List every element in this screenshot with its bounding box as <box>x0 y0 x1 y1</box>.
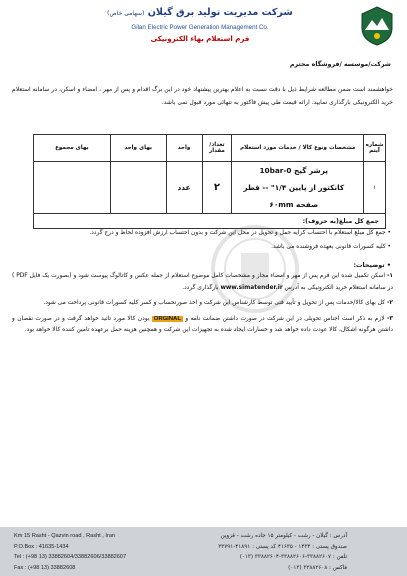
header-unit-price: بهای واحد <box>110 135 166 162</box>
header-total: بهای مجموع <box>34 135 111 162</box>
cell-total[interactable] <box>34 162 111 214</box>
bullet-text-1: جمع کل مبلغ استعلام با احتساب کرایه حمل و تحویل در محل این شرکت و بدون احتساب ارزش افزوده لحاظ و درج گردد. <box>89 230 386 236</box>
footer-fa-line: فاکس : ۳۳۸۸۲۶۰۸ (۰۱۳) <box>288 564 347 571</box>
company-type-text: (سهامی خاص) <box>107 10 145 17</box>
footer-en-line: Fax : (+98 13) 33882608 <box>14 564 76 571</box>
cell-unit-price[interactable] <box>110 162 166 214</box>
intro-paragraph: خواهشمند است ضمن مطالعه شرایط ذیل با دقت نسبت به اعلام بهترین پیشنهاد خود در این برگ اقدام و پس از مهر ، امضاء و اسکن، در سامانه استعلام خرید الکترونیکی بارگذاری نمایید. ارائه قیمت طی پیش فاکتور به تنهائی مورد قبول نمی باشد. <box>12 86 393 106</box>
note-text: کل بهای کالا/خدمات پس از تحویل و تأیید فنی توسط کارشناس این شرکت و اخذ صورتحساب و کسر کلیه کسورات قانونی پرداخت می شود. <box>43 300 386 306</box>
recipient-line: شرکت/موسسه /فروشگاه محترم <box>289 61 391 68</box>
original-highlight: ORGINAL <box>153 315 181 322</box>
bullet-list <box>12 226 391 254</box>
header-unit: واحد <box>166 135 202 162</box>
notes-title: • توضیحات: <box>353 261 391 269</box>
footer-en-line: Km 15 Rasht - Qazvin road , Rasht , Iran <box>14 533 116 539</box>
bullet-text-2: کلیه کسورات قانونی بعهده فروشنده می باشد. <box>271 244 386 250</box>
sum-label[interactable]: جمع کل مبلغ(به حروف): <box>34 214 386 229</box>
cell-description <box>232 162 364 214</box>
note-item-1 <box>12 271 393 294</box>
note-text: اسکن تکمیل شده این فرم پس از مهر و امضاء مجاز و مشخصات کامل موضوع استعلام از جمله عکس و کاتالوگ پیوست شود و (بصورت یک فایل PDF ) در سامانه استعلام خرید الکترونیکی به آدرس <box>12 273 393 291</box>
footer-address-en <box>14 531 126 573</box>
items-table <box>33 134 386 229</box>
header-row-no: شماره آیتم <box>364 135 386 162</box>
footer-en-line: Tel : (+98 13) 33882604/33882606/33882607 <box>14 554 127 561</box>
note-item-3 <box>12 314 393 337</box>
note-text-after: بارگذاری گردد. <box>182 284 219 291</box>
header-description: مشخصات ونوع کالا / خدمات مورد استعلام <box>232 135 364 162</box>
company-logo <box>360 6 394 46</box>
table-header-row <box>34 135 386 162</box>
site-link[interactable]: www.simatender.ir <box>220 284 283 291</box>
note-text-after: بودن کالا مورد تائید خواهد گرفت و در صورت نقصان و داشتن هرگونه اشکال، کالا عودت داده خواهد شد و خسارات ایجاد شده به تجهیزات این شرکت و همچنین هزینه حمل برعهده تامین کننده کالا خواهد بود. <box>12 315 393 333</box>
footer-fa-line: آدرس : گیلان - رشت - کیلومتر ۱۵ جاده رشت - قزوین <box>220 533 347 539</box>
bullet-item: • کلیه کسورات قانونی بعهده فروشنده می باشد. <box>271 244 391 250</box>
bullet-item: • جمع کل مبلغ استعلام با احتساب کرایه حمل و تحویل در محل این شرکت و بدون احتساب ارزش افزوده لحاظ و درج گردد. <box>89 230 391 236</box>
note-number: ١- <box>386 273 393 279</box>
table-row <box>34 162 386 214</box>
company-name-en: Gilan Electric Power Generation Management Co. <box>131 24 269 31</box>
cell-qty: ٢ <box>202 162 232 214</box>
note-text: لازم به ذکر است اجناس تحویلی در این شرکت در صورت داشتن ضمانت نامه و <box>185 315 385 322</box>
notes-title-text: توضیحات: <box>353 261 385 269</box>
note-item-2 <box>12 298 393 310</box>
notes-list <box>12 271 393 337</box>
note-number: ٢- <box>386 300 393 306</box>
form-title: فرم استعلام بهاء الکترونیکی <box>150 35 250 43</box>
cell-unit: عدد <box>166 162 202 214</box>
item-line-2: کانکتور از پایین ١/۴" -- قطر صفحه ۶٠mm <box>243 183 345 209</box>
header-qty: تعداد/ مقدار <box>202 135 232 162</box>
company-name-fa <box>40 7 360 18</box>
footer-en-line: P.O.Box : 41635-1434 <box>14 543 69 550</box>
cell-row-no: ١ <box>364 162 386 214</box>
footer-fa-line: تلفن : ۳۳۸۸۲۶۰۷-۳۳۸۸۲۶۰۶-۳۳۸۸۲۶۰۴ (۰۱۳) <box>239 554 347 561</box>
note-number: ٣- <box>386 315 393 322</box>
company-name-text: شرکت مدیریت تولید برق گیلان <box>147 7 293 18</box>
item-line-1: پرشر گیج 10bar-0 <box>259 166 329 175</box>
footer-fa-line: صندوق پستی : ۱۴۳۴ - ۴۱۶۳۵ کد پستی : ۴۱۸۹۱-۳۳۷۹۱ <box>218 543 347 550</box>
footer-address-fa <box>218 531 347 573</box>
